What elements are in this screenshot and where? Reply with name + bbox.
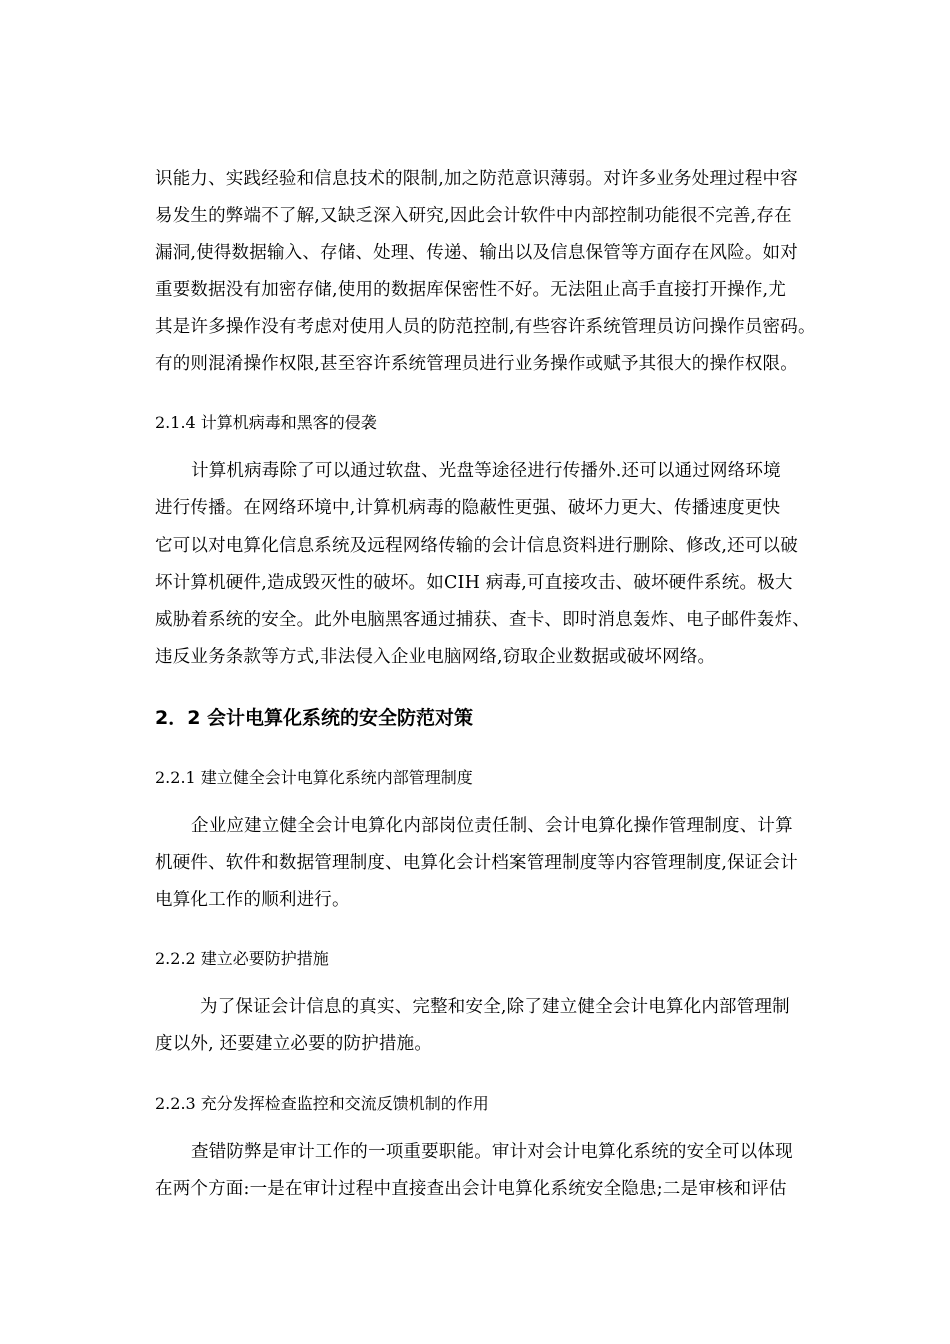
- paragraph-line: 在两个方面:一是在审计过程中直接查出会计电算化系统安全隐患;二是审核和评估: [155, 1179, 787, 1199]
- paragraph-line: 计算机病毒除了可以通过软盘、光盘等途径进行传播外.还可以通过网络环境: [191, 461, 781, 481]
- subsection-heading-2-2-1: 2.2.1 建立健全会计电算化系统内部管理制度: [155, 768, 473, 787]
- subsection-heading-2-2-2: 2.2.2 建立必要防护措施: [155, 949, 329, 968]
- paragraph-line: 度以外, 还要建立必要的防护措施。: [155, 1034, 433, 1054]
- paragraph-line: 进行传播。在网络环境中,计算机病毒的隐蔽性更强、破坏力更大、传播速度更快: [155, 498, 781, 518]
- paragraph-line: 查错防弊是审计工作的一项重要职能。审计对会计电算化系统的安全可以体现: [191, 1142, 793, 1162]
- subsection-heading-2-1-4: 2.1.4 计算机病毒和黑客的侵袭: [155, 413, 377, 432]
- subsection-heading-2-2-3: 2.2.3 充分发挥检查监控和交流反馈机制的作用: [155, 1094, 489, 1113]
- paragraph-line: 电算化工作的顺利进行。: [155, 890, 350, 910]
- paragraph-line: 漏洞,使得数据输入、存储、处理、传递、输出以及信息保管等方面存在风险。如对: [155, 243, 798, 263]
- paragraph-line: 为了保证会计信息的真实、完整和安全,除了建立健全会计电算化内部管理制: [200, 997, 790, 1017]
- paragraph-line: 威胁着系统的安全。此外电脑黑客通过捕获、查卡、即时消息轰炸、电子邮件轰炸、: [155, 610, 810, 630]
- paragraph-line: 机硬件、软件和数据管理制度、电算化会计档案管理制度等内容管理制度,保证会计: [155, 853, 798, 873]
- paragraph-line: 重要数据没有加密存储,使用的数据库保密性不好。无法阻止高手直接打开操作,尤: [155, 280, 787, 300]
- paragraph-line: 识能力、实践经验和信息技术的限制,加之防范意识薄弱。对许多业务处理过程中容: [155, 169, 798, 189]
- paragraph-line: 其是许多操作没有考虑对使用人员的防范控制,有些容许系统管理员访问操作员密码。: [155, 317, 816, 337]
- paragraph-line: 坏计算机硬件,造成毁灭性的破坏。如CIH 病毒,可直接攻击、破坏硬件系统。极大: [155, 573, 793, 593]
- section-heading-2-2: 2．2 会计电算化系统的安全防范对策: [155, 707, 474, 729]
- paragraph-line: 企业应建立健全会计电算化内部岗位责任制、会计电算化操作管理制度、计算: [191, 816, 793, 836]
- paragraph-line: 它可以对电算化信息系统及远程网络传输的会计信息资料进行删除、修改,还可以破: [155, 536, 798, 556]
- paragraph-line: 有的则混淆操作权限,甚至容许系统管理员进行业务操作或赋予其很大的操作权限。: [155, 354, 798, 374]
- paragraph-line: 违反业务条款等方式,非法侵入企业电脑网络,窃取企业数据或破坏网络。: [155, 647, 716, 667]
- paragraph-line: 易发生的弊端不了解,又缺乏深入研究,因此会计软件中内部控制功能很不完善,存在: [155, 206, 792, 226]
